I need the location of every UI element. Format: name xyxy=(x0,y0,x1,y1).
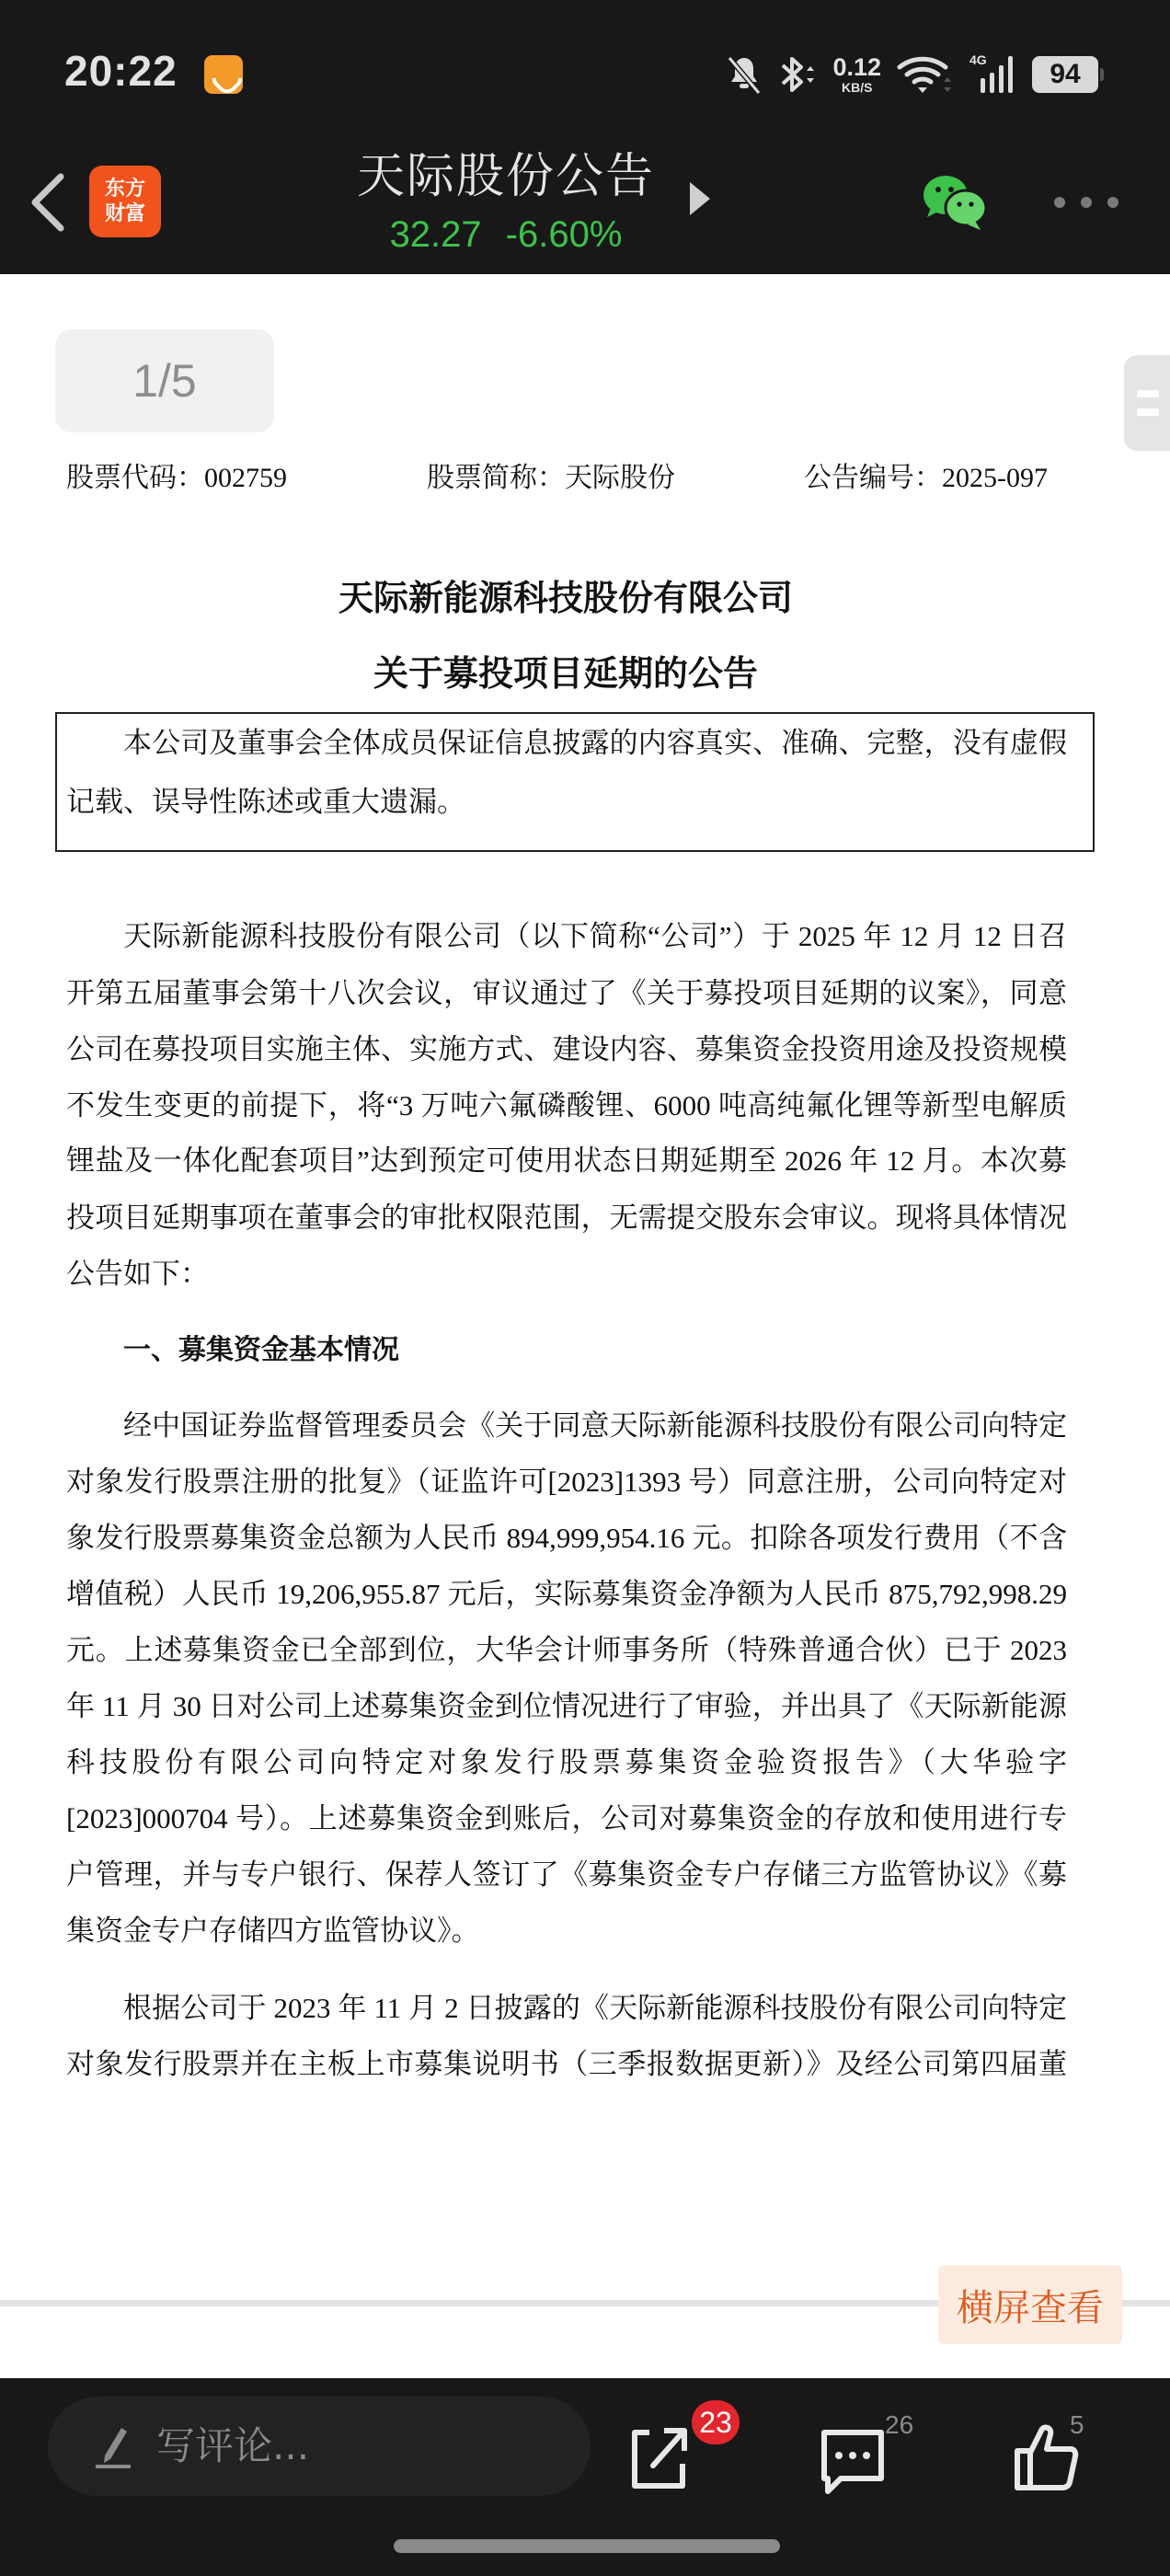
paragraph-line: 经中国证券监督管理委员会《关于同意天际新能源科技股份有限公司向特定 xyxy=(123,1409,1067,1442)
paragraph-line: 增值税）人民币 19,206,955.87 元后，实际募集资金净额为人民币 875,792,998.29 xyxy=(66,1578,1067,1610)
share-icon xyxy=(625,2420,699,2493)
notification-app-icon xyxy=(204,55,243,94)
document-subtitle: 关于募投项目延期的公告 xyxy=(373,653,758,694)
dot-icon xyxy=(1054,197,1065,208)
comment-icon xyxy=(819,2427,892,2501)
comment-input[interactable] xyxy=(48,2397,591,2496)
wechat-share-button[interactable] xyxy=(920,171,990,232)
section-heading: 一、募集资金基本情况 xyxy=(123,1334,399,1366)
paragraph-line: 开第五届董事会第十八次会议，审议通过了《关于募投项目延期的议案》，同意 xyxy=(66,977,1067,1009)
comments-button[interactable] xyxy=(819,2427,892,2501)
chevron-left-icon xyxy=(20,166,75,239)
page-indicator: 1/5 xyxy=(55,329,274,432)
page-title: 天际股份公告 xyxy=(356,149,655,204)
paragraph-line: 根据公司于 2023 年 11 月 2 日披露的《天际新能源科技股份有限公司向特定 xyxy=(123,1992,1067,2024)
paragraph-line: 集资金专户存储四方监管协议》。 xyxy=(66,1915,480,1947)
status-time: 20:22 xyxy=(64,47,178,95)
dot-icon xyxy=(1107,197,1118,208)
paragraph-line: 投项目延期事项在董事会的审批权限范围，无需提交股东会审议。现将具体情况 xyxy=(66,1202,1067,1234)
share-count-badge: 23 xyxy=(692,2400,740,2444)
paragraph-line: 天际新能源科技股份有限公司（以下简称“公司”）于 2025 年 12 月 12 日召 xyxy=(123,920,1068,952)
announcement-number: 公告编号：2025-097 xyxy=(804,463,1048,493)
home-indicator[interactable] xyxy=(394,2539,780,2553)
like-count: 5 xyxy=(1070,2410,1084,2439)
comment-count: 26 xyxy=(885,2410,914,2439)
paragraph-line: 公告如下： xyxy=(66,1258,209,1290)
wifi-icon xyxy=(896,54,955,95)
network-speed: 0.12 KB/S xyxy=(832,53,881,95)
document-title: 天际新能源科技股份有限公司 xyxy=(338,578,793,618)
play-next-icon[interactable] xyxy=(690,182,710,215)
status-icons xyxy=(726,51,1098,98)
share-button[interactable] xyxy=(625,2420,699,2493)
paragraph-line: 元。上述募集资金已全部到位，大华会计师事务所（特殊普通合伙）已于 2023 xyxy=(66,1634,1067,1666)
paragraph-line: 公司在募投项目实施主体、实施方式、建设内容、募集资金投资用途及投资规模 xyxy=(66,1033,1067,1065)
paragraph-line: 对象发行股票并在主板上市募集说明书（三季报数据更新）》及经公司第四届董 xyxy=(66,2048,1067,2080)
paragraph-line: 对象发行股票注册的批复》（证监许可[2023]1393 号）同意注册，公司向特定对 xyxy=(66,1466,1067,1498)
back-button[interactable] xyxy=(20,166,75,239)
stock-quote xyxy=(350,212,662,258)
mute-bell-icon xyxy=(726,54,763,95)
stock-price: 32.27 xyxy=(389,214,482,255)
disclaimer-line: 本公司及董事会全体成员保证信息披露的内容真实、准确、完整，没有虚假 xyxy=(123,727,1067,759)
network-type: 4G xyxy=(969,52,987,67)
top-bar xyxy=(0,0,1170,274)
stock-change: -6.60% xyxy=(505,214,623,255)
bluetooth-icon xyxy=(777,54,818,95)
more-options-button[interactable] xyxy=(1054,193,1118,212)
disclaimer-line: 记载、误导性陈述或重大遗漏。 xyxy=(66,786,465,818)
paragraph-line: 科技股份有限公司向特定对象发行股票募集资金验资报告》（大华验字 xyxy=(66,1746,1067,1778)
wechat-icon xyxy=(920,171,990,232)
battery-icon: 94 xyxy=(1032,56,1098,93)
stock-name: 股票简称：天际股份 xyxy=(427,463,675,493)
landscape-view-button[interactable]: 横屏查看 xyxy=(938,2265,1122,2344)
app-logo[interactable]: 东方 财富 xyxy=(89,166,161,237)
paragraph-line: [2023]000704 号）。上述募集资金到账后，公司对募集资金的存放和使用进行专 xyxy=(66,1802,1067,1834)
comment-placeholder: 写评论... xyxy=(156,2423,310,2468)
paragraph-line: 象发行股票募集资金总额为人民币 894,999,954.16 元。扣除各项发行费用（不含 xyxy=(66,1522,1067,1554)
pencil-icon xyxy=(94,2424,134,2470)
paragraph-line: 不发生变更的前提下，将“3 万吨六氟磷酸锂、6000 吨高纯氟化锂等新型电解质 xyxy=(66,1089,1067,1121)
cell-signal-icon xyxy=(969,54,1017,95)
paragraph-line: 锂盐及一体化配套项目”达到预定可使用状态日期延期至 2026 年 12 月。本次募 xyxy=(66,1144,1067,1177)
side-drawer-handle[interactable] xyxy=(1124,355,1170,451)
dot-icon xyxy=(1081,197,1092,208)
paragraph-line: 户管理，并与专户银行、保荐人签订了《募集资金专户存储三方监管协议》《募 xyxy=(66,1858,1067,1891)
stock-code: 股票代码：002759 xyxy=(66,463,287,493)
paragraph-line: 年 11 月 30 日对公司上述募集资金到位情况进行了审验，并出具了《天际新能源 xyxy=(66,1690,1067,1722)
